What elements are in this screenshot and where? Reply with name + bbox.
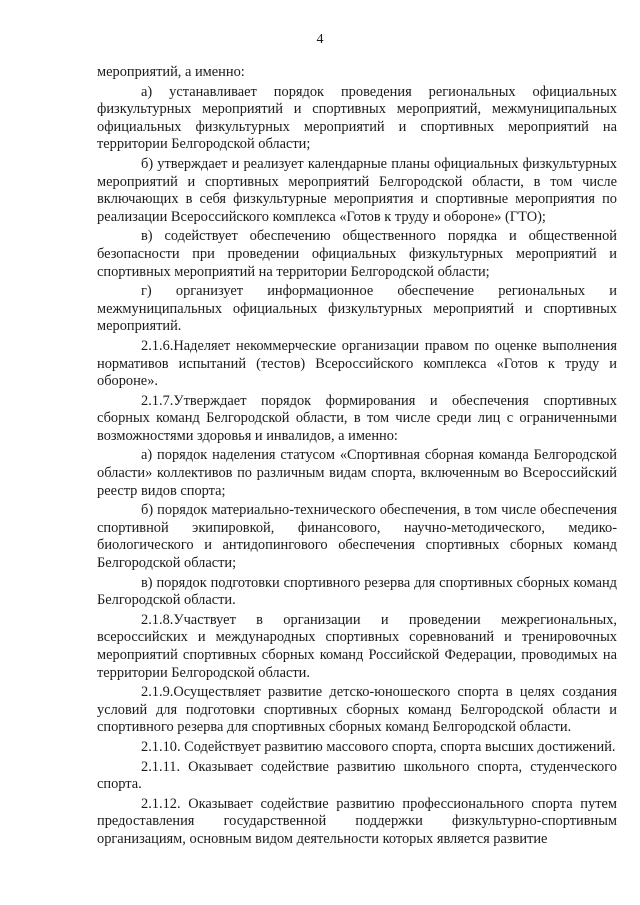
paragraph-2-1-7: 2.1.7.Утверждает порядок формирования и обеспечения спортивных сборных команд Белгородской области, в том числе среди лиц с ограниченными возможностями здоровья и инвалидов, а именно:	[97, 392, 617, 444]
paragraph-2-1-7-v: в) порядок подготовки спортивного резерва для спортивных сборных команд Белгородской области.	[97, 574, 617, 609]
paragraph-2-1-9: 2.1.9.Осуществляет развитие детско-юношеского спорта в целях создания условий для подготовки спортивных сборных команд Белгородской области и спортивного резерва для спортивных сборных команд Белгородской области.	[97, 684, 617, 736]
document-body	[97, 64, 617, 851]
paragraph-item-b: б) утверждает и реализует календарные планы официальных физкультурных мероприятий и спортивных мероприятий Белгородской области, в том числе включающих в себя физкультурные мероприятия и спортивные мероприятия по реализации Всероссийского комплекса «Готов к труду и обороне» (ГТО);	[97, 155, 617, 225]
paragraph-2-1-6: 2.1.6.Наделяет некоммерческие организации правом по оценке выполнения нормативов испытаний (тестов) Всероссийского комплекса «Готов к труду и обороне».	[97, 337, 617, 390]
paragraph-item-g: г) организует информационное обеспечение региональных и межмуниципальных официальных физкультурных мероприятий и спортивных мероприятий.	[97, 283, 617, 335]
paragraph-2-1-7-a: а) порядок наделения статусом «Спортивная сборная команда Белгородской области» коллективов по различным видам спорта, включенным во Всероссийский реестр видов спорта;	[97, 447, 617, 499]
paragraph-2-1-8: 2.1.8.Участвует в организации и проведении межрегиональных, всероссийских и международных спортивных соревнований и тренировочных мероприятий спортивных сборных команд Российской Федерации, проводимых на территории Белгородской области.	[97, 611, 617, 681]
paragraph-2-1-7-b: б) порядок материально-технического обеспечения, в том числе обеспечения спортивной экипировкой, финансового, научно-методического, медико-биологического и антидопингового обеспечения спортивных сборных команд Белгородской области;	[97, 502, 617, 572]
page-number: 4	[316, 32, 324, 47]
paragraph-item-a: а) устанавливает порядок проведения региональных официальных физкультурных мероприятий и спортивных мероприятий, межмуниципальных официальных физкультурных мероприятий и спортивных мероприятий на территории Белгородской области;	[97, 83, 617, 153]
paragraph-intro: мероприятий, а именно:	[97, 64, 245, 80]
paragraph-item-v: в) содействует обеспечению общественного порядка и общественной безопасности при проведении официальных физкультурных мероприятий и спортивных мероприятий на территории Белгородской области;	[97, 228, 617, 280]
paragraph-2-1-10: 2.1.10. Содействует развитию массового спорта, спорта высших достижений.	[141, 738, 616, 755]
paragraph-2-1-12: 2.1.12. Оказывает содействие развитию профессионального спорта путем предоставления государственной поддержки физкультурно-спортивным организациям, основным видом деятельности которых является развитие	[97, 795, 617, 847]
paragraph-2-1-11: 2.1.11. Оказывает содействие развитию школьного спорта, студенческого спорта.	[97, 758, 617, 793]
